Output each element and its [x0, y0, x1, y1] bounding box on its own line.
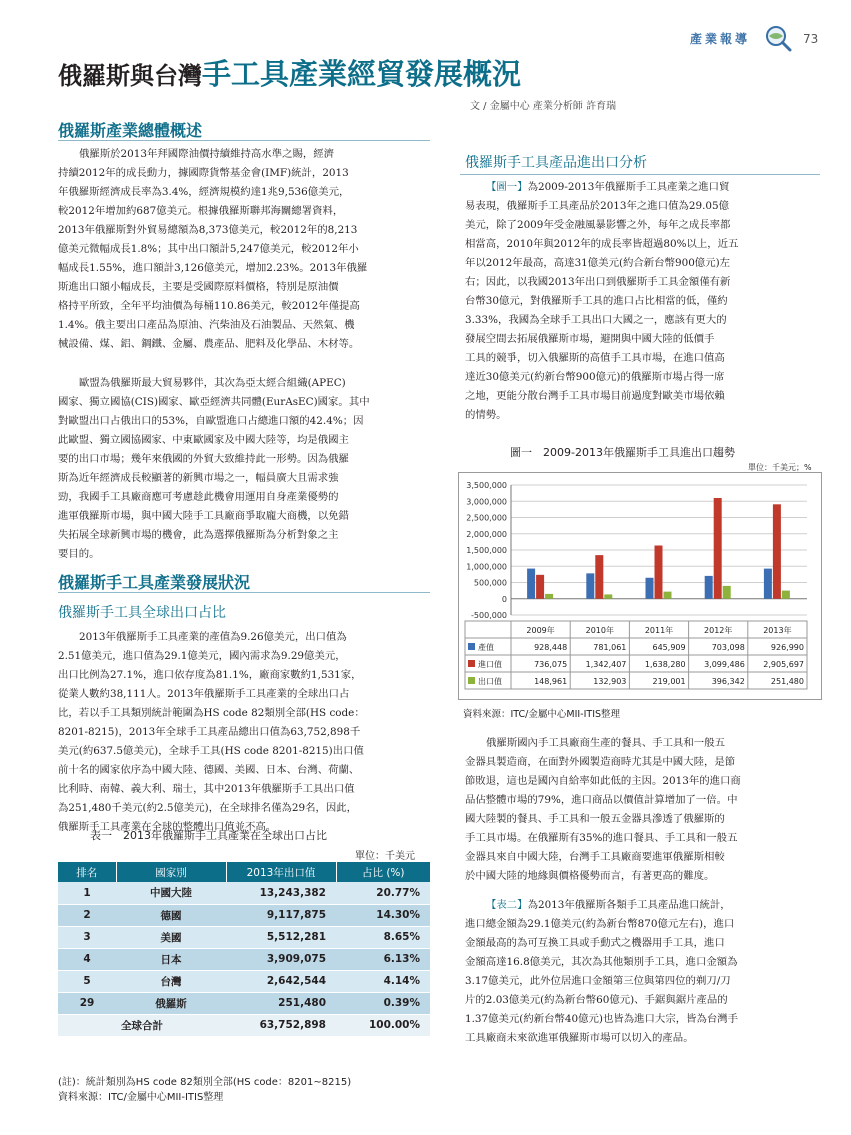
paragraph-line: 金額高達16.8億美元，其次為其他類別手工具，進口金額為 [465, 956, 738, 968]
paragraph-line: 2013年俄羅斯對外貿易總額為8,373億美元，較2012年的8,213 [58, 224, 358, 236]
y-tick-label: 3,000,000 [466, 497, 507, 507]
paragraph-line: 俄羅斯於2013年拜國際油價持續維持高水準之賜，經濟 [79, 148, 335, 160]
title-part-2: 手工具產業經貿發展概況 [202, 57, 522, 91]
cell-rank: 29 [58, 992, 116, 1014]
bar [595, 555, 603, 599]
x-category-label: 2013年 [763, 626, 792, 635]
y-tick-label: 1,000,000 [466, 562, 507, 572]
paragraph-line: 格持平所致，全年平均油價為每桶110.86美元，較2012年僅提高 [58, 300, 360, 312]
figure-source: 資料來源：ITC/金屬中心MII-ITIS整理 [463, 709, 621, 720]
paragraph-line: 幅成長1.55%，進口額計3,126億美元，增加2.23%。2013年俄羅 [58, 262, 368, 274]
bar [764, 569, 772, 599]
table-note: (註)：統計類別為HS code 82類別全部(HS code：8201~8215) [58, 1077, 352, 1088]
chart-svg [459, 473, 821, 699]
paragraph-line: 3.33%，我國為全球手工具出口大國之一，應該有更大的 [465, 314, 727, 326]
legend-swatch [468, 660, 475, 667]
cell-share: 0.39% [336, 992, 430, 1014]
paragraph-line: 俄羅斯手工具產業在全球的整體出口值並不高。 [58, 821, 277, 833]
table-row [58, 882, 430, 904]
table-row [58, 992, 430, 1014]
bar [604, 594, 612, 598]
paragraph-line: 1.37億美元(約新台幣40億元)也皆為進口大宗，皆為台灣手 [465, 1013, 739, 1025]
cell-share: 14.30% [336, 904, 430, 926]
y-tick-label: 1,500,000 [466, 546, 507, 555]
paragraph-line: 俄羅斯國內手工具廠商生產的餐具、手工具和一般五 [486, 737, 725, 749]
page-number: 73 [803, 32, 819, 46]
data-label: 703,098 [711, 643, 745, 652]
cell-total-share: 100.00% [336, 1014, 430, 1036]
cell-export-value: 3,909,075 [226, 948, 336, 970]
cell-share: 4.14% [336, 970, 430, 992]
section-tag: 產業報導 [690, 32, 751, 46]
heading-rule [460, 174, 820, 175]
paragraph-line: 較2012年增加約687億美元。根據俄羅斯聯邦海關總署資料， [58, 205, 344, 217]
heading-rule [58, 592, 430, 593]
cell-rank: 3 [58, 926, 116, 948]
cell-share: 6.13% [336, 948, 430, 970]
paragraph-line: 國大陸製的餐具、手工具和一般五金器具滲透了俄羅斯的 [465, 813, 725, 825]
paragraph-line: 右；因此，以我國2013年出口到俄羅斯手工具金額僅有新 [465, 276, 731, 288]
figure-reference: 【圖一】 [486, 181, 528, 193]
cell-country: 台灣 [116, 970, 226, 992]
title-part-1: 俄羅斯與台灣 [58, 62, 202, 90]
heading-overview: 俄羅斯產業總體概述 [58, 121, 203, 140]
paragraph-line: 之地，更能分散台灣手工具市場目前過度對歐美市場依賴 [465, 390, 725, 402]
paragraph-line: 節敗退，這也是國內自給率如此低的主因。2013年的進口商 [465, 775, 741, 787]
paragraph-line: 工具廠商未來欲進軍俄羅斯市場可以切入的產品。 [465, 1032, 694, 1044]
table-header-row [58, 862, 430, 882]
cell-export-value: 251,480 [226, 992, 336, 1014]
data-label: 928,448 [534, 643, 568, 652]
table-body [58, 882, 430, 1036]
import-export-trend-chart [458, 472, 822, 700]
cell-share: 8.65% [336, 926, 430, 948]
y-tick-label: 500,000 [473, 578, 507, 588]
table-row [58, 926, 430, 948]
author-byline: 文 / 金屬中心 產業分析師 許育瑞 [470, 101, 617, 112]
paragraph-import-analysis [465, 178, 820, 425]
data-label: 1,342,407 [585, 660, 627, 669]
paragraph-line: 2.51億美元，進口值為29.1億美元，國內需求為9.29億美元， [58, 650, 346, 662]
paragraph-line: 美元(約637.5億美元)，全球手工具(HS code 8201-8215)出口值 [58, 745, 364, 757]
subheading-export-share: 俄羅斯手工具全球出口占比 [58, 605, 226, 621]
cell-rank: 1 [58, 882, 116, 904]
paragraph-line: 為2013年俄羅斯各類手工具產品進口統計， [527, 899, 731, 911]
table-row [58, 970, 430, 992]
paragraph-overview-1 [58, 145, 430, 354]
cell-country: 中國大陸 [116, 882, 226, 904]
paragraph-line: 達近30億美元(約新台幣900億元)的俄羅斯市場占得一席 [465, 371, 725, 383]
paragraph-line: 歐盟為俄羅斯最大貿易夥伴，其次為亞太經合組織(APEC) [79, 377, 346, 389]
cell-country: 德國 [116, 904, 226, 926]
paragraph-domestic-market [465, 734, 820, 886]
paragraph-line: 要的出口市場；幾年來俄國的外貿大致維持此一形勢。因為俄羅 [58, 453, 349, 465]
table-source: 資料來源：ITC/金屬中心MII-ITIS整理 [58, 1092, 224, 1103]
paragraph-line: 2013年俄羅斯手工具產業的產值為9.26億美元，出口值為 [79, 631, 347, 643]
column-header-share: 占比 (%) [336, 862, 430, 882]
bar [773, 504, 781, 598]
export-share-table [58, 862, 430, 1037]
bar [782, 591, 790, 599]
magnifier-globe-icon [764, 24, 792, 52]
y-tick-label: 3,500,000 [466, 481, 507, 490]
paragraph-line: 億美元微幅成長1.8%；其中出口額計5,247億美元，較2012年小 [58, 243, 359, 255]
table-unit: 單位：千美元 [355, 851, 415, 862]
x-category-label: 2012年 [704, 626, 733, 635]
x-category-label: 2011年 [644, 626, 674, 635]
paragraph-line: 工具的競爭，切入俄羅斯的高值手工具市場，在進口值高 [465, 352, 725, 364]
page-title [58, 52, 521, 93]
legend-swatch [468, 677, 475, 684]
legend-label: 產值 [478, 643, 494, 652]
data-label: 396,342 [711, 677, 745, 686]
cell-country: 日本 [116, 948, 226, 970]
paragraph-line: 失拓展全球新興市場的機會，此為選擇俄羅斯為分析對象之主 [58, 529, 339, 541]
data-label: 781,061 [593, 643, 627, 652]
paragraph-line: 金器具製造商，在面對外國製造商時尤其是中國大陸，是節 [465, 756, 736, 768]
paragraph-line: 持續2012年的成長動力，據國際貨幣基金會(IMF)統計，2013 [58, 167, 349, 179]
data-label: 736,075 [534, 660, 568, 669]
paragraph-line: 為251,480千美元(約2.5億美元)，在全球排名僅為29名，因此， [58, 802, 358, 814]
figure-reference: 【表二】 [486, 899, 528, 911]
bar [586, 573, 594, 598]
paragraph-line: 進口總金額為29.1億美元(約為新台幣870億元左右)，進口 [465, 918, 735, 930]
table-row [58, 904, 430, 926]
x-category-label: 2010年 [585, 626, 614, 635]
paragraph-line: 台幣30億元，對俄羅斯手工具的進口占比相當的低，僅約 [465, 295, 728, 307]
heading-import-export-analysis: 俄羅斯手工具產品進出口分析 [465, 155, 647, 171]
data-label: 926,990 [770, 643, 804, 652]
bar [723, 586, 731, 599]
y-tick-label: 2,000,000 [466, 529, 507, 539]
cell-rank: 5 [58, 970, 116, 992]
paragraph-line: 8201-8215)，2013年全球手工具產品總出口值為63,752,898千 [58, 726, 361, 738]
bar [545, 594, 553, 599]
paragraph-line: 美元，除了2009年受金融風暴影響之外，每年之成長率都 [465, 219, 731, 231]
paragraph-line: 年俄羅斯經濟成長率為3.4%，經濟規模約達1兆9,536億美元， [58, 186, 350, 198]
paragraph-line: 相當高，2010年與2012年的成長率皆超過80%以上，近五 [465, 238, 739, 250]
cell-total-value: 63,752,898 [226, 1014, 336, 1036]
data-label: 219,001 [652, 677, 686, 686]
y-tick-label: -500,000 [471, 611, 507, 620]
paragraph-line: 手工具市場。在俄羅斯有35%的進口餐具、手工具和一般五 [465, 832, 738, 844]
paragraph-line: 於中國大陸的地緣與價格優勢而言，有著更高的難度。 [465, 870, 715, 882]
paragraph-export-share [58, 628, 430, 837]
paragraph-import-products [465, 896, 820, 1048]
paragraph-line: 品佔整體市場的79%，進口商品以價值計算增加了一倍。中 [465, 794, 738, 806]
column-header-country: 國家別 [116, 862, 226, 882]
paragraph-line: 對歐盟出口占俄出口的53%，自歐盟進口占總進口額的42.4%；因 [58, 415, 364, 427]
cell-share: 20.77% [336, 882, 430, 904]
paragraph-line: 要目的。 [58, 548, 100, 560]
cell-export-value: 13,243,382 [226, 882, 336, 904]
heading-rule [58, 140, 430, 141]
paragraph-line: 從業人數約38,111人。2013年俄羅斯手工具產業的全球出口占 [58, 688, 350, 700]
cell-country: 美國 [116, 926, 226, 948]
paragraph-line: 片的2.03億美元(約為新台幣60億元)、手鋸與鋸片產品的 [465, 994, 728, 1006]
table-total-row [58, 1014, 430, 1036]
paragraph-line: 比利時、南韓、義大利、瑞士，其中2013年俄羅斯手工具出口值 [58, 783, 355, 795]
paragraph-line: 金器具來自中國大陸，台灣手工具廠商要進軍俄羅斯相較 [465, 851, 725, 863]
legend-label: 出口值 [478, 677, 502, 686]
cell-export-value: 5,512,281 [226, 926, 336, 948]
bar [705, 576, 713, 599]
data-label: 132,903 [593, 677, 627, 686]
heading-industry-status: 俄羅斯手工具產業發展狀況 [58, 573, 251, 592]
data-label: 251,480 [770, 677, 804, 686]
paragraph-line: 比，若以手工具類別統計範圍為HS code 82類別全部(HS code： [58, 707, 365, 719]
cell-export-value: 2,642,544 [226, 970, 336, 992]
paragraph-line: 斯為近年經濟成長較顯著的新興市場之一，幅員廣大且需求強 [58, 472, 339, 484]
bar [527, 569, 535, 599]
cell-rank: 2 [58, 904, 116, 926]
x-category-label: 2009年 [526, 626, 555, 635]
table-caption: 表一 2013年俄羅斯手工具產業在全球出口占比 [90, 829, 327, 842]
paragraph-line: 的情勢。 [465, 409, 507, 421]
figure-unit: 單位：千美元；% [748, 463, 812, 472]
paragraph-line: 3.17億美元，此外位居進口金額第三位與第四位的剃刀/刀 [465, 975, 731, 987]
column-header-export-value: 2013年出口值 [226, 862, 336, 882]
data-label: 2,905,697 [763, 660, 804, 669]
y-tick-label: 2,500,000 [466, 513, 507, 523]
bar [664, 592, 672, 599]
paragraph-line: 易表現，俄羅斯手工具產品於2013年之進口值為29.05億 [465, 200, 729, 212]
column-header-rank: 排名 [58, 862, 116, 882]
legend-swatch [468, 643, 475, 650]
paragraph-line: 1.4%。俄主要出口產品為原油、汽柴油及石油製品、天然氣、機 [58, 319, 355, 331]
cell-country: 俄羅斯 [116, 992, 226, 1014]
paragraph-line: 國家、獨立國協(CIS)國家、歐亞經濟共同體(EurAsEC)國家。其中 [58, 396, 370, 408]
paragraph-line: 械設備、煤、鋁、鋼鐵、金屬、農產品、肥料及化學品、木材等。 [58, 338, 360, 350]
cell-rank: 4 [58, 948, 116, 970]
paragraph-line: 此歐盟、獨立國協國家、中東歐國家及中國大陸等，均是俄國主 [58, 434, 349, 446]
y-tick-label: 0 [501, 594, 507, 604]
paragraph-line: 金額最高的為可互換工具或手動式之機器用手工具，進口 [465, 937, 725, 949]
table-row [58, 948, 430, 970]
paragraph-line: 勁，我國手工具廠商應可考慮趁此機會用運用自身產業優勢的 [58, 491, 339, 503]
paragraph-line: 年以2012年最高，高達31億美元(約合新台幣900億元)左 [465, 257, 731, 269]
paragraph-line: 為2009-2013年俄羅斯手工具產業之進口貿 [527, 181, 730, 193]
data-label: 1,638,280 [644, 660, 686, 669]
data-label: 645,909 [652, 643, 686, 652]
paragraph-line: 進軍俄羅斯市場，與中國大陸手工具廠商爭取龐大商機，以免錯 [58, 510, 349, 522]
data-label: 148,961 [534, 677, 568, 686]
figure-title: 圖一 2009-2013年俄羅斯手工具進出口趨勢 [510, 446, 735, 459]
paragraph-line: 斯進出口額小幅成長，主要是受國際原料價格，特別是原油價 [58, 281, 339, 293]
bar [655, 546, 663, 599]
bar [714, 498, 722, 599]
paragraph-line: 出口比例為27.1%，進口依存度為81.1%，廠商家數約1,531家， [58, 669, 362, 681]
cell-total-label: 全球合計 [58, 1014, 226, 1036]
bar [536, 575, 544, 599]
paragraph-overview-2 [58, 374, 430, 564]
bar [646, 578, 654, 599]
data-label: 3,099,486 [704, 660, 745, 669]
legend-label: 進口值 [478, 660, 502, 669]
paragraph-line: 發展空間去拓展俄羅斯市場，避開與中國大陸的低價手 [465, 333, 715, 345]
paragraph-line: 前十名的國家依序為中國大陸、德國、美國、日本、台灣、荷蘭、 [58, 764, 360, 776]
cell-export-value: 9,117,875 [226, 904, 336, 926]
